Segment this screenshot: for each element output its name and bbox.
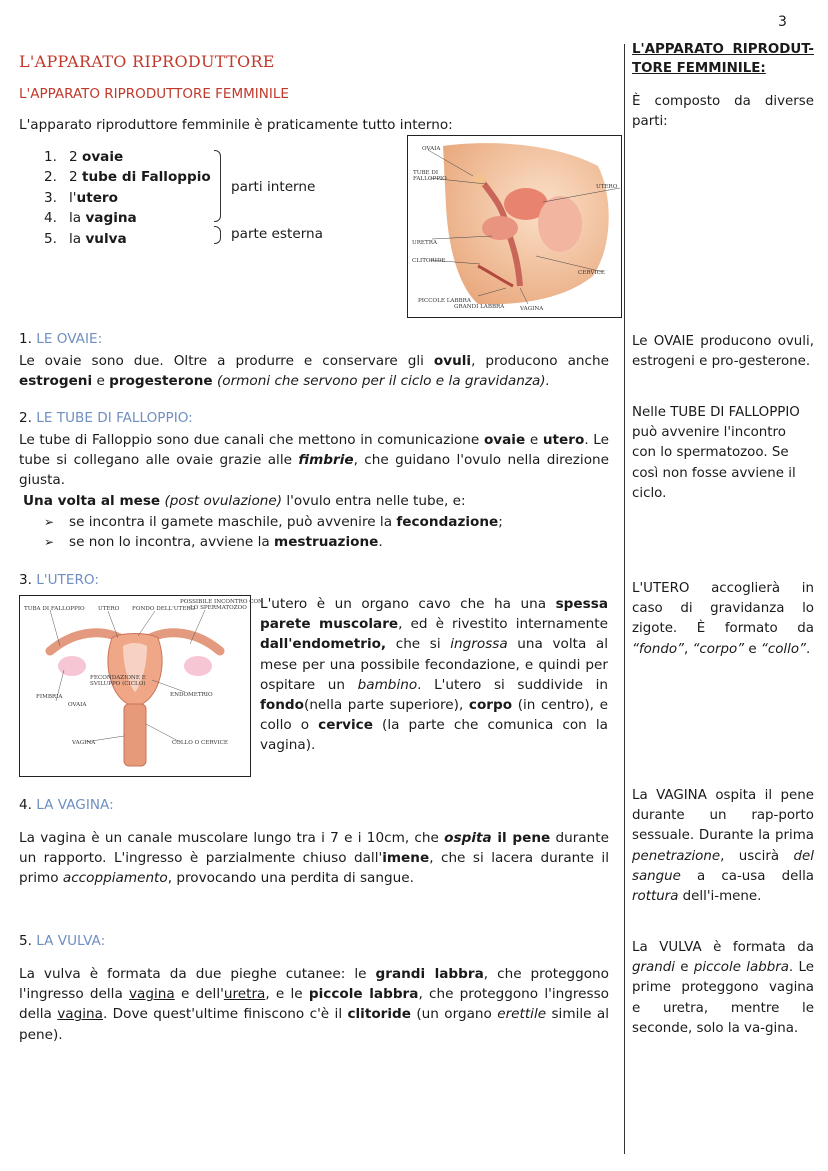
section-vulva-text: La vulva è formata da due pieghe cutanee: le grandi labbra, che proteggono l'ingresso della vagina e dell'uretra, e le piccole labbra, che proteggono l'ingresso della vagina. Dove quest'ultime finiscono c'è il clitoride (un organo erettile simile al pene). <box>19 966 609 1043</box>
arrow-bullet-icon: ➢ <box>44 535 55 550</box>
ovary-shape <box>474 174 486 186</box>
section-tube-text: Le tube di Falloppio sono due canali che mettono in comunicazione ovaie e utero. Le tube si collegano alle ovaie grazie alle fimbrie, che guidano l'ovulo nella direzione giusta. <box>19 432 610 489</box>
brace-external <box>214 226 221 244</box>
sidebar-note-vulva: La VULVA è formata da grandi e piccole labbra. Le prime proteggono vagina e uretra, mentre le seconde, solo la va-gina. <box>632 940 814 1036</box>
label-incontro1: POSSIBILE INCONTRO CON <box>180 599 263 605</box>
section-tube-monthly: Una volta al mese (post ovulazione) l'ovulo entra nelle tube, e: <box>23 493 466 509</box>
sidebar-note-tube: Nelle TUBE DI FALLOPPIO può avvenire l'incontro con lo spermatozoo. Se così non fosse avviene il ciclo. <box>632 405 800 501</box>
label-uretra: URETRA <box>412 240 437 246</box>
label-utero-fig2: UTERO <box>98 606 120 612</box>
sidebar-note-utero: L'UTERO accoglierà in caso di gravidanza lo zigote. È formato da “fondo”, “corpo” e “collo”. <box>632 581 814 657</box>
section-tube-bullets <box>19 512 609 552</box>
label-internal: parti interne <box>231 179 316 195</box>
label-fec1: FECONDAZIONE E <box>90 675 146 681</box>
label-tube1: TUBE DI <box>413 170 439 176</box>
label-incontro2: LO SPERMATOZOO <box>190 605 247 611</box>
intro-text: L'apparato riproduttore femminile è praticamente tutto interno: <box>19 117 453 133</box>
label-cervice: CERVICE <box>578 270 605 276</box>
sidebar-note-ovaie: Le OVAIE producono ovuli, estrogeni e pro-gesterone. <box>632 334 814 370</box>
section-ovaie-heading: 1. LE OVAIE: <box>19 331 103 347</box>
page-number: 3 <box>778 14 787 30</box>
label-endometrio: ENDOMETRIO <box>170 692 213 698</box>
brace-internal <box>214 150 221 222</box>
label-grandi: GRANDI LABBRA <box>454 304 505 310</box>
rectum-shape <box>538 196 582 252</box>
label-ovaia-fig2: OVAIA <box>68 702 87 708</box>
list-item: 3. l'utero <box>44 189 118 206</box>
label-fondo: FONDO DELL'UTERO <box>132 606 196 612</box>
label-tube2: FALLOPPIO <box>413 176 447 182</box>
section-utero-text: L'utero è un organo cavo che ha una spessa parete muscolare, ed è rivestito internamente dall'endometrio, che si ingrossa una volta al mese per una possibile fecondazione, e quindi per ospitare un bambino. L'utero si suddivide in fondo(nella parte superiore), corpo (in centro), e collo o cervice (la parte che comunica con la vagina). <box>260 596 608 754</box>
section-subtitle: L'APPARATO RIPRODUTTORE FEMMINILE <box>19 86 289 102</box>
section-ovaie-text: Le ovaie sono due. Oltre a produrre e conservare gli ovuli, producono anche estrogeni e progesterone (ormoni che servono per il ciclo e la gravidanza). <box>19 353 609 390</box>
body-outline-shape <box>443 143 609 304</box>
section-vagina-heading: 4. LA VAGINA: <box>19 797 114 813</box>
label-vagina-fig2: VAGINA <box>72 740 96 746</box>
section-utero-heading: 3. L'UTERO: <box>19 572 99 588</box>
list-item: ➢ se incontra il gamete maschile, può avvenire la fecondazione; <box>19 512 609 532</box>
arrow-bullet-icon: ➢ <box>44 515 55 529</box>
label-piccole: PICCOLE LABBRA <box>418 298 471 304</box>
left-ovary-shape <box>58 656 86 676</box>
label-fimbria: FIMBRIA <box>36 694 63 700</box>
figure-sagittal-section <box>407 135 622 318</box>
sidebar-intro: È composto da diverse parti: <box>632 94 814 130</box>
label-vagina: VAGINA <box>520 306 544 312</box>
list-item: 4. la vagina <box>44 210 137 227</box>
label-utero: UTERO <box>596 184 618 190</box>
list-item: 5. la vulva <box>44 230 127 247</box>
label-fec2: SVILUPPO (CICLO) <box>90 681 146 687</box>
column-divider <box>624 44 625 1154</box>
label-collo: COLLO O CERVICE <box>172 740 229 746</box>
label-external: parte esterna <box>231 226 323 242</box>
list-item: ➢ se non lo incontra, avviene la mestruazione. <box>19 532 609 552</box>
label-ovaia: OVAIA <box>422 146 441 152</box>
sidebar-note-vagina: La VAGINA ospita il pene durante un rap-porto sessuale. Durante la prima penetrazione, uscirà del sangue a ca-usa della rottura dell'i-mene. <box>632 788 814 905</box>
label-clitoride: CLITORIDE <box>412 258 446 264</box>
organs-list <box>44 147 211 249</box>
list-item: 1. 2 ovaie <box>44 149 124 165</box>
section-vagina-text: La vagina è un canale muscolare lungo tra i 7 e i 10cm, che ospita il pene durante un rapporto. L'ingresso è parzialmente chiuso dall'imene, che si lacera durante il primo accoppiamento, provocando una perdita di sangue. <box>19 830 609 887</box>
page-title: L'APPARATO RIPRODUTTORE <box>19 52 275 71</box>
label-tuba: TUBA DI FALLOPPIO <box>24 606 85 612</box>
figure-uterus-frontal <box>19 595 263 777</box>
section-tube-heading: 2. LE TUBE DI FALLOPPIO: <box>19 410 193 426</box>
section-vulva-heading: 5. LA VULVA: <box>19 933 106 949</box>
right-ovary-shape <box>184 656 212 676</box>
list-item: 2. 2 tube di Falloppio <box>44 169 211 186</box>
vagina-shape <box>124 704 146 766</box>
sidebar-title: L'APPARATO RIPRODUT- TORE FEMMINILE: <box>632 42 814 76</box>
